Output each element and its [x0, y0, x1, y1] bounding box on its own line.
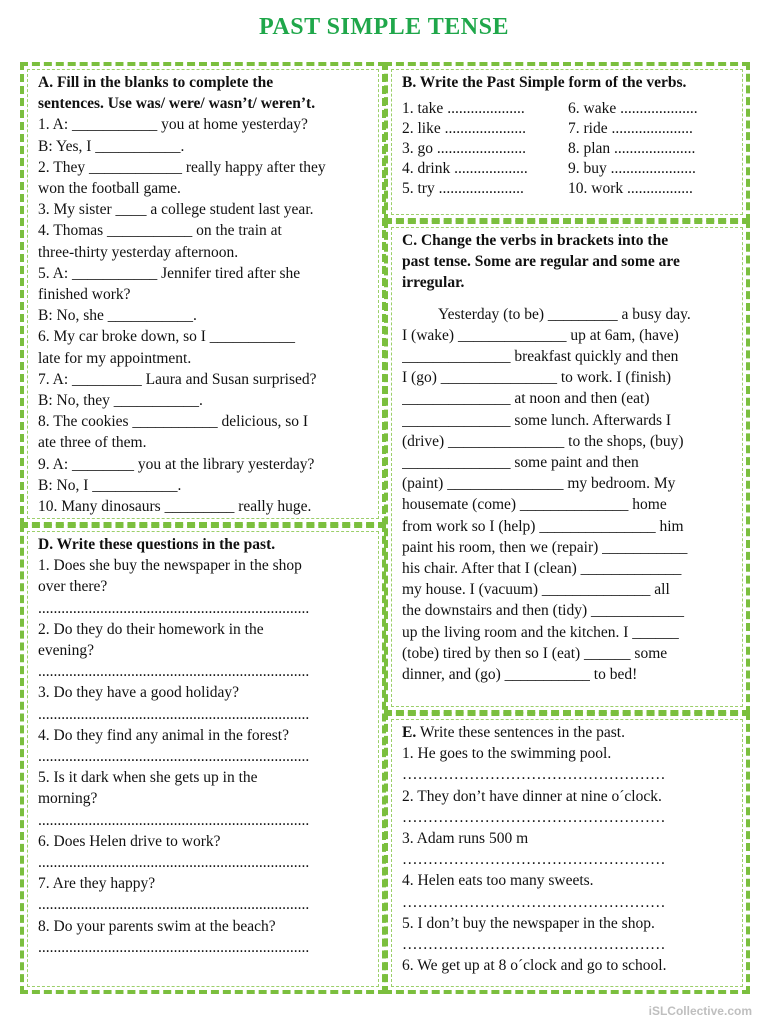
paragraph-line: ______________ some paint and then — [402, 454, 639, 472]
section-c-box — [384, 220, 750, 714]
section-b-box — [384, 62, 750, 222]
question-line: evening? — [38, 642, 94, 660]
sentence-line: 1. He goes to the swimming pool. — [402, 745, 612, 763]
question-line: over there? — [38, 578, 108, 596]
verb-item: 4. drink ................... — [402, 160, 528, 178]
sentence-line: 2. They don’t have dinner at nine o´clock. — [402, 787, 662, 805]
exercise-line: 9. A: ________ you at the library yesterday? — [38, 455, 315, 473]
exercise-line: 10. Many dinosaurs _________ really huge. — [38, 498, 312, 516]
sentence-line: 5. I don’t buy the newspaper in the shop. — [402, 914, 655, 932]
answer-line: ...................................................................... — [38, 705, 310, 723]
verb-item: 8. plan ..................... — [568, 140, 696, 158]
watermark: iSLCollective.com — [648, 1004, 752, 1018]
paragraph-line: (paint) _______________ my bedroom. My — [402, 475, 676, 493]
answer-line: ...................................................................... — [38, 854, 310, 872]
verb-item: 3. go ....................... — [402, 140, 526, 158]
section-c-content — [402, 230, 738, 685]
verb-item: 1. take .................... — [402, 100, 525, 118]
verb-item: 6. wake .................... — [568, 100, 698, 118]
answer-line: ...................................................................... — [38, 938, 310, 956]
question-line: 2. Do they do their homework in the — [38, 620, 264, 638]
answer-line: …………………………………………… — [402, 766, 666, 784]
section-d-content — [38, 534, 374, 958]
verb-item: 10. work ................. — [568, 180, 693, 198]
paragraph-line: I (go) _______________ to work. I (finish) — [402, 369, 672, 387]
answer-line: …………………………………………… — [402, 808, 666, 826]
paragraph-line: I (wake) ______________ up at 6am, (have) — [402, 326, 679, 344]
exercise-line: 4. Thomas ___________ on the train at — [38, 222, 282, 240]
answer-line: ...................................................................... — [38, 811, 310, 829]
exercise-line: 3. My sister ____ a college student last year. — [38, 201, 314, 219]
exercise-line: late for my appointment. — [38, 349, 192, 367]
paragraph-line: housemate (come) ______________ home — [402, 496, 667, 514]
answer-line: ...................................................................... — [38, 599, 310, 617]
exercise-line: 6. My car broke down, so I ___________ — [38, 328, 296, 346]
paragraph-line: his chair. After that I (clean) _____________ — [402, 560, 682, 578]
question-line: 6. Does Helen drive to work? — [38, 832, 221, 850]
section-a-box — [20, 62, 386, 526]
section-d-heading: D. Write these questions in the past. — [38, 536, 276, 553]
paragraph-line: from work so I (help) _______________ him — [402, 517, 684, 535]
section-a-heading: sentences. Use was/ were/ wasn’t/ weren’t. — [38, 95, 316, 113]
question-line: 1. Does she buy the newspaper in the shop — [38, 557, 302, 575]
paragraph-line: up the living room and the kitchen. I ______ — [402, 623, 679, 641]
exercise-line: 1. A: ___________ you at home yesterday? — [38, 116, 308, 134]
section-e-content — [402, 722, 738, 976]
page-title: PAST SIMPLE TENSE — [259, 14, 509, 40]
sentence-line: 6. We get up at 8 o´clock and go to school. — [402, 957, 667, 975]
exercise-line: three-thirty yesterday afternoon. — [38, 243, 239, 261]
paragraph-first-line: Yesterday (to be) _________ a busy day. — [438, 305, 691, 323]
paragraph-line: my house. I (vacuum) ______________ all — [402, 581, 670, 599]
question-line: morning? — [38, 790, 98, 808]
paragraph-line: ______________ at noon and then (eat) — [402, 390, 650, 408]
section-c-heading: past tense. Some are regular and some are — [402, 253, 680, 271]
sentence-line: 3. Adam runs 500 m — [402, 830, 529, 848]
answer-line: ...................................................................... — [38, 663, 310, 681]
exercise-line: B: No, I ___________. — [38, 476, 182, 494]
section-b-content — [402, 72, 738, 199]
section-a-heading: A. Fill in the blanks to complete the — [38, 74, 274, 91]
paragraph-line: ______________ some lunch. Afterwards I — [402, 411, 672, 429]
paragraph-line: (tobe) tired by then so I (eat) ______ some — [402, 644, 668, 662]
answer-line: …………………………………………… — [402, 936, 666, 954]
paragraph-line: the downstairs and then (tidy) ____________ — [402, 602, 684, 620]
paragraph-line: paint his room, then we (repair) ___________ — [402, 538, 688, 556]
verb-item: 5. try ...................... — [402, 180, 524, 198]
paragraph-line: dinner, and (go) ___________ to bed! — [402, 666, 638, 684]
exercise-line: won the football game. — [38, 180, 181, 198]
verb-item: 9. buy ...................... — [568, 160, 696, 178]
exercise-line: B: No, they ___________. — [38, 392, 203, 410]
answer-line: …………………………………………… — [402, 893, 666, 911]
section-c-heading: C. Change the verbs in brackets into the — [402, 232, 669, 249]
exercise-line: 2. They ____________ really happy after they — [38, 158, 326, 176]
exercise-line: ate three of them. — [38, 434, 147, 452]
question-line: 4. Do they find any animal in the forest? — [38, 726, 289, 744]
exercise-line: 7. A: _________ Laura and Susan surprised? — [38, 370, 317, 388]
answer-line: ...................................................................... — [38, 748, 310, 766]
section-d-box — [20, 524, 386, 994]
section-e-letter: E. — [402, 724, 417, 741]
verb-item: 7. ride ..................... — [568, 120, 693, 138]
exercise-line: finished work? — [38, 286, 131, 304]
exercise-line: 5. A: ___________ Jennifer tired after she — [38, 264, 301, 282]
section-c-heading: irregular. — [402, 274, 465, 292]
exercise-line: 8. The cookies ___________ delicious, so I — [38, 413, 309, 431]
question-line: 3. Do they have a good holiday? — [38, 684, 240, 702]
answer-line: ...................................................................... — [38, 896, 310, 914]
question-line: 5. Is it dark when she gets up in the — [38, 769, 258, 787]
verb-item: 2. like ..................... — [402, 120, 526, 138]
exercise-line: B: No, she ___________. — [38, 307, 197, 325]
question-line: 7. Are they happy? — [38, 875, 156, 893]
paragraph-line: ______________ breakfast quickly and then — [402, 348, 679, 366]
section-a-content — [38, 72, 374, 517]
answer-line: …………………………………………… — [402, 851, 666, 869]
section-e-heading — [402, 722, 738, 743]
paragraph-line: (drive) _______________ to the shops, (buy) — [402, 432, 684, 450]
sentence-line: 4. Helen eats too many sweets. — [402, 872, 594, 890]
section-e-heading-text: Write these sentences in the past. — [419, 724, 625, 741]
verb-list — [402, 99, 738, 199]
section-e-box — [384, 712, 750, 994]
section-b-heading: B. Write the Past Simple form of the verbs. — [402, 74, 687, 91]
question-line: 8. Do your parents swim at the beach? — [38, 917, 276, 935]
exercise-line: B: Yes, I ___________. — [38, 137, 185, 155]
